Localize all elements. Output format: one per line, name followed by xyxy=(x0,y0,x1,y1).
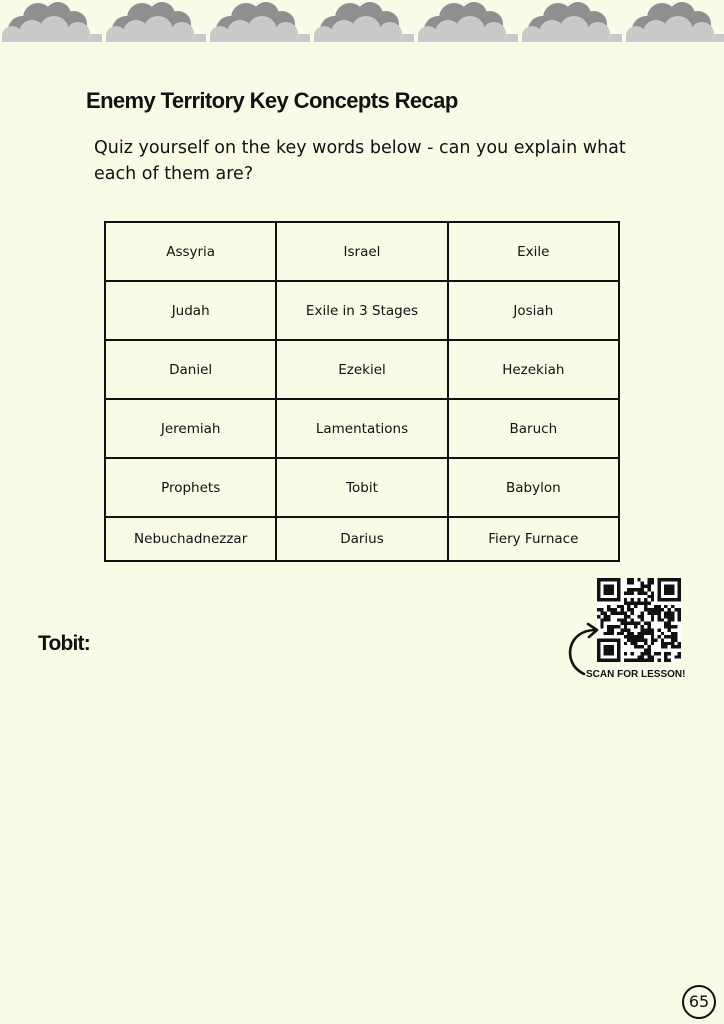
key-word-cell: Fiery Furnace xyxy=(448,517,619,561)
key-word-cell: Exile in 3 Stages xyxy=(276,281,447,340)
key-word-cell: Josiah xyxy=(448,281,619,340)
key-word-cell: Hezekiah xyxy=(448,340,619,399)
scan-caption: SCAN FOR LESSON! xyxy=(586,669,686,680)
key-word-cell: Lamentations xyxy=(276,399,447,458)
key-word-cell: Assyria xyxy=(105,222,276,281)
key-word-cell: Nebuchadnezzar xyxy=(105,517,276,561)
key-word-cell: Prophets xyxy=(105,458,276,517)
instructions-text: Quiz yourself on the key words below - can you explain what each of them are? xyxy=(94,138,626,184)
key-word-cell: Jeremiah xyxy=(105,399,276,458)
table-row xyxy=(105,399,619,458)
page-title: Enemy Territory Key Concepts Recap xyxy=(86,88,458,113)
key-word-cell: Exile xyxy=(448,222,619,281)
table-row xyxy=(105,517,619,561)
lesson-qr-code[interactable] xyxy=(597,578,681,662)
key-words-table xyxy=(104,221,620,562)
page-number-badge: 65 xyxy=(682,985,716,1019)
key-word-cell: Darius xyxy=(276,517,447,561)
table-row xyxy=(105,281,619,340)
answer-label: Tobit: xyxy=(38,632,90,655)
key-word-cell: Tobit xyxy=(276,458,447,517)
key-word-cell: Judah xyxy=(105,281,276,340)
table-row xyxy=(105,340,619,399)
table-row xyxy=(105,222,619,281)
key-word-cell: Ezekiel xyxy=(276,340,447,399)
table-row xyxy=(105,458,619,517)
key-word-cell: Babylon xyxy=(448,458,619,517)
key-word-cell: Baruch xyxy=(448,399,619,458)
qr-code-icon xyxy=(597,578,681,662)
key-word-cell: Daniel xyxy=(105,340,276,399)
key-word-cell: Israel xyxy=(276,222,447,281)
cloud-border-decoration xyxy=(0,0,724,42)
